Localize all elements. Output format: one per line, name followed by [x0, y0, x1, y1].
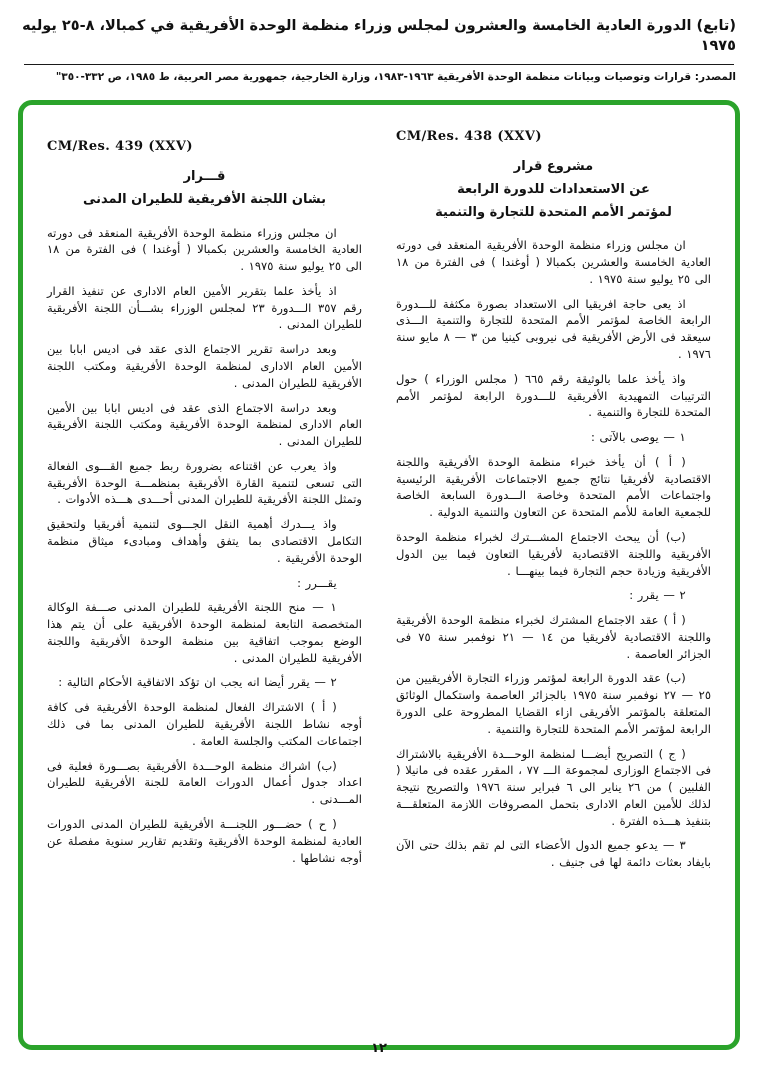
resolution-439-column — [47, 125, 362, 1015]
resolution-438-title — [396, 156, 711, 224]
paragraph: وبعد دراسة الاجتماع الذى عقد فى اديس ابابا بين الأمين العام الادارى لمنظمة الوحدة الأفريقية ومكتب اللجنة الأفريقية للطيران المدنى . — [47, 400, 362, 449]
paragraph: اذ يأخذ علما بتقرير الأمين العام الادارى عن تنفيذ القرار رقم ٣٥٧ الـــدورة ٢٣ لمجلس الوزراء بشـــأن اللجنة الأفريقية للطيران المدنى . — [47, 283, 362, 332]
paragraph: ١ — منح اللجنة الأفريقية للطيران المدنى صـــفة الوكالة المتخصصة التابعة لمنظمة الوحدة الأفريقية على أن يتم هذا الوضع بموجب اتفاقية بين منظمة الوحدة الأفريقية واللجنة الأفريقية للطيران المدنى . — [47, 600, 362, 665]
two-column-layout — [47, 125, 711, 1015]
header-source-note: المصدر: قرارات وتوصيات وبيانات منظمة الوحدة الأفريقية ١٩٦٣-١٩٨٣، وزارة الخارجية، جمهورية مصر العربية، ط ١٩٨٥، ص ٣٣٢-٣٥٠" — [55, 70, 736, 83]
paragraph: (ب) اشراك منظمة الوحـــدة الأفريقية بصـــورة فعلية فى اعداد جدول أعمال الدورات العامة للجنة الأفريقية للطيران المـــدنى . — [47, 758, 362, 807]
document-frame — [18, 100, 740, 1050]
title-line: بشان اللجنة الأفريقية للطيران المدنى — [83, 191, 326, 207]
paragraph: يقـــرر : — [297, 575, 337, 590]
paragraph: ٣ — يدعو جميع الدول الأعضاء التى لم تقم بذلك حتى الآن بايفاد بعثات دائمة لها فى جنيف . — [396, 838, 711, 870]
paragraph: ( أ ) أن يأخذ خبراء منظمة الوحدة الأفريقية واللجنة الاقتصادية لأفريقيا نتائج جميع الاجتماعات الأفريقية الرئيسية واجتماعات الأمم المتحدة وخاصة الـــدورة السابعة الخاصة للجمعية العامة للأمم المتحدة عن التعاون والتنمية الدولية . — [396, 454, 711, 520]
header-session-title: (تابع) الدورة العادية الخامسة والعشرون لمجلس وزراء منظمة الوحدة الأفريقية في كمبالا، ٨-٢٥ يوليه ١٩٧٥ — [22, 18, 736, 55]
resolution-439-title — [47, 166, 362, 212]
paragraph: ( ح ) حضـــور اللجنـــة الأفريقية للطيران المدنى الدورات العادية لمنظمة الوحدة الأفريقية وتقديم تقارير سنوية مفصلة عن أوجه نشاطها . — [47, 816, 362, 865]
resolution-438-ref: CM/Res. 438 (XXV) — [396, 129, 542, 144]
title-line: عن الاستعدادات للدورة الرابعة — [457, 181, 650, 197]
paragraph: ( أ ) عقد الاجتماع المشترك لخبراء منظمة الوحدة الأفريقية واللجنة الاقتصادية لأفريقيا من ١٤ — ٢١ نوفمبر سنة ٧٥ فى الجزائر العاصمة . — [396, 613, 712, 661]
page-number: ١٢ — [371, 1041, 387, 1056]
resolution-438-column — [396, 125, 711, 1015]
resolution-439-ref: CM/Res. 439 (XXV) — [47, 139, 193, 154]
paragraph: (ب) أن يبحث الاجتماع المشـــترك لخبراء منظمة الوحدة الأفريقية واللجنة الاقتصادية لأفريقيا التعاون فيما بين الدول الأفريقية وزيادة حجم التجارة فيما بينهـــا . — [396, 529, 711, 578]
paragraph: اذ يعى حاجة افريقيا الى الاستعداد بصورة مكثفة للـــدورة الرابعة الخاصة لمؤتمر الأمم المتحدة للتجارة والتنمية الـــذى سيعقد فى الأرض الأفريقية فى نيروبى كينيا من ٣ — ٨ مايو سنة ١٩٧٦ . — [396, 296, 711, 361]
paragraph: واذ يعرب عن اقتناعه بضرورة ربط جميع القـــوى الفعالة التى تسعى لتنمية القارة الأفريقية بمنظمـــة الوحدة الأفريقية وتمثل اللجنة الأفريقية للطيران المدنى أحـــدى هـــذه الأدوات . — [47, 458, 362, 507]
paragraph: ٢ — يقرر أيضا انه يجب ان تؤكد الاتفاقية الأحكام التالية : — [58, 675, 337, 690]
paragraph: ( ج ) التصريح أيضـــا لمنظمة الوحـــدة الأفريقية بالاشتراك فى الاجتماع الوزارى لمجموعة الـــ ٧٧ ، المقرر عقده فى مانيلا ( الفلبين ) من ٢٦ يناير الى ٦ فبراير سنة ١٩٧٦ والتصريح نتيجة لذلك للأمين العام الادارى بتحمل المصروفات اللازمة المتعلقـــة بتنفيذ هـــذه الفترة . — [396, 746, 711, 828]
title-line: قـــرار — [183, 169, 226, 184]
paragraph: واذ يأخذ علما بالوثيقة رقم ٦٦٥ ( مجلس الوزراء ) حول الترتيبات التمهيدية الأفريقية للـــدورة الرابعة لمؤتمر الأمم المتحدة للتجارة والتنمية . — [396, 371, 711, 420]
resolution-438-body — [396, 237, 711, 871]
header-divider — [24, 64, 734, 65]
resolution-439-body — [47, 225, 362, 867]
page-header — [0, 0, 758, 84]
paragraph: ١ — يوصى بالآتى : — [590, 430, 686, 445]
title-line: مشروع قرار — [513, 159, 594, 174]
paragraph: ان مجلس وزراء منظمة الوحدة الأفريقية المنعقد فى دورته العادية الخامسة والعشرين بكمبالا ( أوغندا ) فى الفترة من ١٨ الى ٢٥ يوليو سنة ١٩٧٥ . — [396, 238, 711, 286]
paragraph: ٢ — يقرر : — [629, 588, 686, 603]
paragraph: وبعد دراسة تقرير الاجتماع الذى عقد فى اديس ابابا بين الأمين العام الادارى لمنظمة الوحدة الأفريقية ومكتب اللجنة الأفريقية للطيران المدنى . — [47, 342, 362, 390]
paragraph: واذ يـــدرك أهمية النقل الجـــوى لتنمية أفريقيا ولتحقيق التكامل الاقتصادى بما يتفق وأهداف ومبادىء ميثاق منظمة الوحدة الأفريقية . — [47, 517, 362, 565]
title-line: لمؤتمر الأمم المتحدة للتجارة والتنمية — [435, 204, 672, 220]
paragraph: (ب) عقد الدورة الرابعة لمؤتمر وزراء التجارة الأفريقيين من ٢٥ — ٢٧ نوفمبر سنة ١٩٧٥ بالجزائر العاصمة واستكمال الوثائق المتعلقة بالمؤتمر الأفريقى ازاء القضايا المطروحة على الدورة الرابعة لمؤتمر الأمم المتحدة للتجارة والتنمية . — [396, 671, 711, 736]
paragraph: ( أ ) الاشتراك الفعال لمنظمة الوحدة الأفريقية فى كافة أوجه نشاط اللجنة الأفريقية للطيران المدنى بما فى ذلك اجتماعات المكتب والجلسة العامة . — [47, 700, 362, 748]
paragraph: ان مجلس وزراء منظمة الوحدة الأفريقية المنعقد فى دورته العادية الخامسة والعشرين بكمبالا ( أوغندا ) فى الفترة من ١٨ الى ٢٥ يوليو سنة ١٩٧٥ . — [47, 225, 362, 274]
